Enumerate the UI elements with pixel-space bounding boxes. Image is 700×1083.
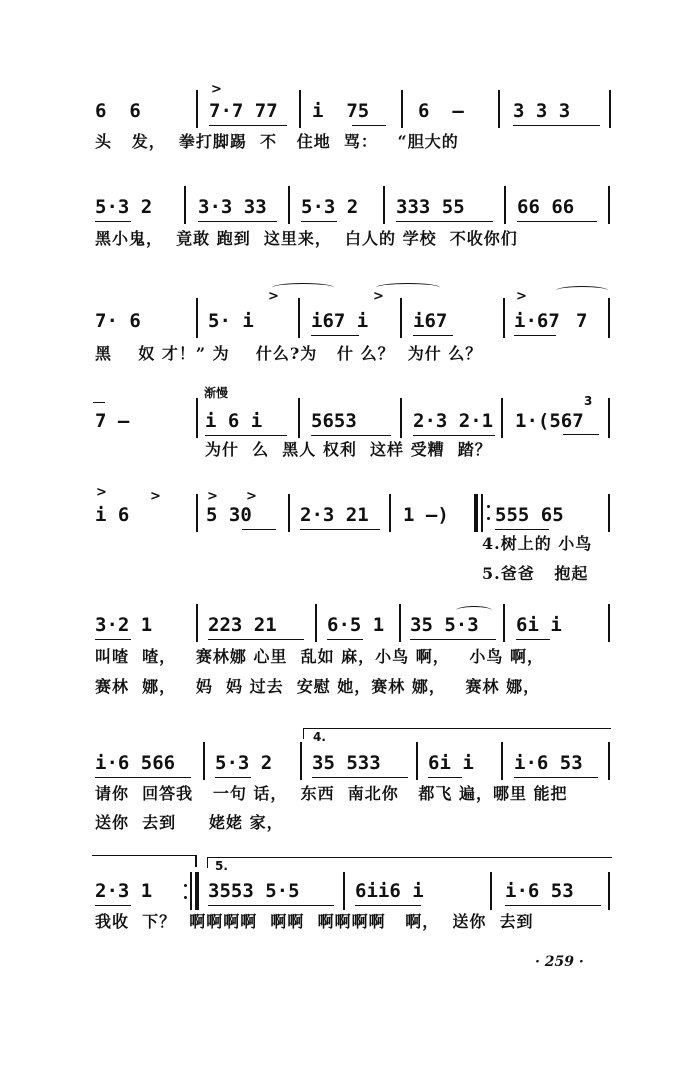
notes-s2-m4: 66 66 (517, 196, 575, 218)
slur (456, 606, 492, 615)
notes-s6-m4: 6i i (516, 614, 562, 636)
barline (501, 398, 503, 438)
beam (205, 435, 287, 436)
notes-s3-m3: i67 (413, 310, 448, 332)
beam (514, 777, 598, 778)
notes-s5-m3: 1 —) (403, 504, 449, 526)
beam (208, 905, 334, 906)
lyrics-line: 黑 奴 才！” 为 什么?为 什 么？ 为什 么？ (95, 344, 483, 363)
barline (203, 742, 205, 780)
accent-mark: > (268, 289, 279, 304)
repeat-dot (487, 517, 490, 520)
repeat-barline (481, 494, 483, 532)
accent-mark: > (246, 489, 257, 504)
barline (608, 494, 610, 532)
beam (242, 529, 276, 530)
barline (288, 186, 290, 224)
notes-s7-m0: i·6 566 (95, 752, 176, 774)
barline (401, 90, 403, 128)
notes-s5-m1: 5 30 (206, 504, 252, 526)
accent-mark: > (96, 485, 107, 500)
barline (608, 742, 610, 780)
lyrics-line-2: 送你 去到 姥姥 家， (95, 813, 284, 832)
notes-s1-m3: 6 — (418, 100, 464, 122)
notes-s4-m0: 7 — (95, 410, 130, 432)
beam (312, 777, 408, 778)
notes-s8-m0: 2·3 1 (95, 880, 153, 902)
barline (343, 872, 345, 910)
notes-s8-m3: i·6 53 (505, 880, 574, 902)
beam (198, 221, 277, 222)
barline (504, 186, 506, 224)
notes-s7-m1: 5·3 2 (215, 752, 273, 774)
beam (428, 777, 462, 778)
notes-s7-m4: i·6 53 (514, 752, 583, 774)
barline (389, 494, 391, 532)
repeat-dot (184, 884, 187, 887)
notes-s4-m2: 5653 (311, 410, 357, 432)
notes-s7-m2: 35 533 (312, 752, 381, 774)
beam (505, 905, 601, 906)
lyrics-line: 头 发， 拳打脚踢 不 住地 骂： “胆大的 (95, 132, 459, 151)
notes-s4-m3: 2·3 2·1 (413, 410, 494, 432)
notes-s1-m0: 6 6 (95, 100, 141, 122)
notes-s6-m3: 35 5·3 (410, 614, 479, 636)
beam (517, 221, 597, 222)
beam (311, 435, 391, 436)
repeat-dot (487, 505, 490, 508)
notes-s5-m2: 2·3 21 (300, 504, 369, 526)
notes-s5-m0: i 6 (95, 504, 130, 526)
barline (498, 90, 500, 128)
volta-label: 5. (215, 859, 228, 873)
repeat-end-barline (195, 872, 199, 910)
page-number: · 259 · (535, 954, 584, 970)
notes-s2-m1: 3·3 33 (198, 196, 267, 218)
barline (503, 298, 505, 338)
barline (399, 604, 401, 642)
volta-bracket-5 (207, 857, 612, 868)
repeat-dot (184, 896, 187, 899)
beam (355, 905, 421, 906)
volta-bracket-4 (303, 728, 611, 739)
barline (299, 90, 301, 128)
lyrics-line-2: 赛林 娜， 妈 妈 过去 安慰 她，赛林 娜， 赛林 娜， (95, 677, 541, 696)
beam (301, 221, 337, 222)
volta-bracket-4-end (92, 855, 196, 856)
notes-s3-m2: i67 i (311, 310, 369, 332)
notes-s5-m4: 555 65 (495, 504, 564, 526)
barline (383, 186, 385, 224)
barline (400, 398, 402, 438)
accent-mark: > (516, 289, 527, 304)
barline (503, 604, 505, 642)
tie (556, 286, 608, 295)
lyrics-verse4: 4.树上的 小鸟 (482, 534, 593, 553)
slur (272, 283, 334, 292)
beam (410, 639, 496, 640)
barline (416, 742, 418, 780)
notes-s3-m1: 5· i (208, 310, 254, 332)
barline (400, 298, 402, 338)
notes-s1-m4: 3 3 3 (513, 100, 571, 122)
lyrics-line: 为什 么 黑人 权利 这样 受糟 踏？ (205, 440, 492, 459)
beam (300, 529, 380, 530)
beam (209, 125, 287, 126)
slur (376, 283, 440, 292)
beam (95, 221, 131, 222)
beam (311, 335, 359, 336)
beam (513, 125, 600, 126)
beam (95, 639, 131, 640)
beam (396, 221, 493, 222)
notes-s2-m0: 5·3 2 (95, 196, 153, 218)
notes-s6-m2: 6·5 1 (327, 614, 385, 636)
barline (608, 298, 610, 338)
notes-s1-m2: i 75 (312, 100, 370, 122)
barline (608, 398, 610, 438)
barline (300, 742, 302, 780)
barline (298, 398, 300, 438)
volta-end (195, 855, 197, 867)
barline (501, 742, 503, 780)
note: 7 (576, 310, 588, 332)
barline (184, 186, 186, 224)
beam (208, 639, 304, 640)
notes-s6-m1: 223 21 (208, 614, 277, 636)
beam (563, 434, 599, 435)
notes-s8-m1: 3553 5·5 (208, 880, 300, 902)
accent-mark: > (211, 82, 222, 97)
tempo-marking: 渐慢 (204, 386, 229, 400)
beam (95, 905, 131, 906)
notes-s2-m3: 333 55 (396, 196, 465, 218)
barline (490, 872, 492, 910)
notes-s8-m2: 6ii6 i (355, 880, 424, 902)
accent-mark: > (150, 489, 161, 504)
beam (352, 125, 386, 126)
triplet-mark: 3 (584, 394, 593, 408)
notes-s1-m1: 7·7 77 (209, 100, 278, 122)
notes-s3-m4: i·67 (514, 310, 560, 332)
barline (315, 604, 317, 642)
notes-s4-m4: 1·(567 (515, 410, 584, 432)
notes-s2-m2: 5·3 2 (301, 196, 359, 218)
lyrics-line: 叫喳 喳， 赛林娜 心里 乱如 麻，小鸟 啊， 小鸟 啊， (95, 647, 544, 666)
barline (288, 494, 290, 532)
beam (516, 639, 550, 640)
barline (609, 90, 611, 128)
repeat-start-barline (474, 494, 478, 532)
barline (608, 186, 610, 224)
barline (608, 604, 610, 642)
notes-s3-m0: 7· 6 (95, 310, 141, 332)
barline (196, 90, 198, 128)
barline (196, 604, 198, 642)
barline (196, 398, 198, 438)
barline (196, 298, 198, 338)
volta-label: 4. (313, 730, 326, 744)
lyrics-line: 我收 下？ 啊啊啊啊 啊啊 啊啊啊啊 啊， 送你 去到 (95, 912, 534, 931)
notes-s6-m0: 3·2 1 (95, 614, 153, 636)
beam (215, 777, 251, 778)
beam (495, 529, 549, 530)
barline (298, 298, 300, 338)
lyrics-verse5: 5.爸爸 抱起 (482, 564, 589, 583)
lyrics-line: 黑小鬼， 竟敢 跑到 这里来， 白人的 学校 不收你们 (95, 229, 518, 248)
accent-mark: > (373, 289, 384, 304)
beam (413, 335, 453, 336)
barline (608, 872, 610, 910)
beam (95, 777, 191, 778)
beam (514, 335, 556, 336)
beam (327, 639, 363, 640)
notes-s7-m3: 6i i (428, 752, 474, 774)
beam (413, 435, 495, 436)
repeat-barline (190, 872, 192, 910)
lyrics-line: 请你 回答我 一句 话， 东西 南北你 都飞 遍，哪里 能把 (95, 784, 568, 803)
barline (196, 494, 198, 532)
accent-mark: > (207, 489, 218, 504)
notes-s4-m1: i 6 i (205, 410, 263, 432)
